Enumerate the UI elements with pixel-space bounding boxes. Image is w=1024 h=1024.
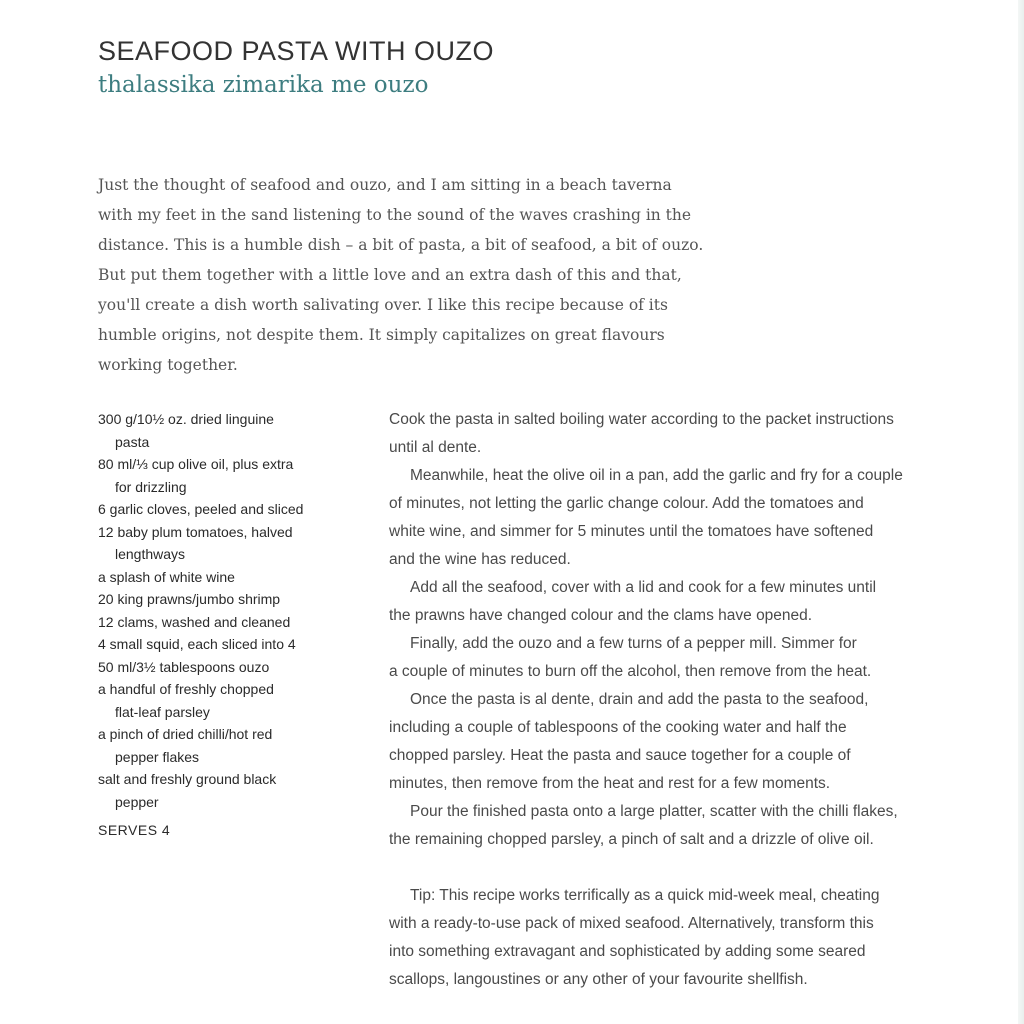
ingredient-item — [98, 498, 368, 521]
method-line: Finally, add the ouzo and a few turns of a pepper mill. Simmer for — [410, 635, 857, 652]
ingredient-continuation: for drizzling — [115, 478, 187, 495]
method-line: Once the pasta is al dente, drain and add the pasta to the seafood, — [410, 691, 869, 708]
tip-line: Tip: This recipe works terrifically as a quick mid-week meal, cheating — [410, 887, 880, 904]
ingredient-item — [98, 588, 368, 611]
page-edge — [1018, 0, 1024, 1024]
method-line: white wine, and simmer for 5 minutes until the tomatoes have softened — [389, 523, 874, 540]
ingredient-text: salt and freshly ground black — [98, 771, 277, 787]
method-line: minutes, then remove from the heat and rest for a few moments. — [389, 775, 831, 792]
method-line: and the wine has reduced. — [389, 551, 571, 568]
tip-line: into something extravagant and sophisticated by adding some seared — [389, 943, 866, 960]
intro-line: working together. — [98, 356, 238, 374]
tip-line: with a ready-to-use pack of mixed seafood. Alternatively, transform this — [389, 915, 874, 932]
intro-line: humble origins, not despite them. It simply capitalizes on great flavours — [98, 326, 665, 344]
ingredient-continuation: pasta — [115, 433, 150, 450]
recipe-intro — [98, 170, 798, 380]
ingredient-text: 12 baby plum tomatoes, halved — [98, 523, 293, 540]
intro-line: you'll create a dish worth salivating over. I like this recipe because of its — [98, 296, 668, 314]
ingredient-text: a handful of freshly chopped — [98, 681, 274, 697]
method-line: Pour the finished pasta onto a large platter, scatter with the chilli flakes, — [410, 803, 898, 820]
method-line: including a couple of tablespoons of the cooking water and half the — [389, 719, 847, 736]
ingredient-text: 12 clams, washed and cleaned — [98, 613, 291, 630]
ingredient-text: 300 g/10½ oz. dried linguine — [98, 411, 274, 427]
method-line: Cook the pasta in salted boiling water according to the packet instructions — [389, 411, 894, 428]
ingredient-item — [98, 656, 368, 679]
method-line: until al dente. — [389, 439, 482, 456]
ingredient-item — [98, 453, 368, 498]
ingredient-item — [98, 521, 368, 566]
paragraph-gap — [389, 854, 989, 882]
intro-line: But put them together with a little love and an extra dash of this and that, — [98, 266, 682, 284]
tip-line: scallops, langoustines or any other of your favourite shellfish. — [389, 971, 808, 988]
recipe-subtitle: thalassika zimarika me ouzo — [98, 72, 429, 98]
recipe-title: SEAFOOD PASTA WITH OUZO — [98, 36, 495, 66]
intro-line: distance. This is a humble dish – a bit of pasta, a bit of seafood, a bit of ouzo. — [98, 236, 704, 254]
ingredient-text: 50 ml/3½ tablespoons ouzo — [98, 658, 270, 675]
ingredient-continuation: pepper flakes — [115, 748, 200, 765]
ingredient-item — [98, 678, 368, 723]
ingredient-text: 4 small squid, each sliced into 4 — [98, 636, 296, 652]
method-line: chopped parsley. Heat the pasta and sauce together for a couple of — [389, 747, 851, 764]
method-line: the remaining chopped parsley, a pinch of salt and a drizzle of olive oil. — [389, 831, 874, 848]
ingredient-item — [98, 723, 368, 768]
intro-line: Just the thought of seafood and ouzo, and I am sitting in a beach taverna — [98, 176, 672, 194]
intro-line: with my feet in the sand listening to the sound of the waves crashing in the — [98, 206, 692, 224]
ingredient-continuation: pepper — [115, 793, 159, 810]
method-line: of minutes, not letting the garlic change colour. Add the tomatoes and — [389, 495, 864, 512]
ingredient-continuation: flat-leaf parsley — [115, 703, 210, 720]
serves-label: SERVES 4 — [98, 822, 171, 838]
ingredient-text: 6 garlic cloves, peeled and sliced — [98, 501, 304, 517]
ingredient-text: a pinch of dried chilli/hot red — [98, 726, 273, 742]
ingredient-item — [98, 633, 368, 656]
ingredient-item — [98, 611, 368, 634]
ingredient-item — [98, 566, 368, 589]
method-line: a couple of minutes to burn off the alcohol, then remove from the heat. — [389, 663, 872, 680]
ingredient-text: 80 ml/⅓ cup olive oil, plus extra — [98, 456, 294, 472]
method-line: the prawns have changed colour and the clams have opened. — [389, 607, 813, 624]
ingredient-continuation: lengthways — [115, 546, 186, 562]
method-text — [389, 406, 989, 994]
ingredient-text: 20 king prawns/jumbo shrimp — [98, 591, 281, 607]
ingredients-list — [98, 408, 368, 813]
method-line: Meanwhile, heat the olive oil in a pan, add the garlic and fry for a couple — [410, 467, 903, 484]
ingredient-item — [98, 408, 368, 453]
ingredient-item — [98, 768, 368, 813]
method-line: Add all the seafood, cover with a lid and cook for a few minutes until — [410, 579, 877, 596]
ingredient-text: a splash of white wine — [98, 568, 235, 585]
